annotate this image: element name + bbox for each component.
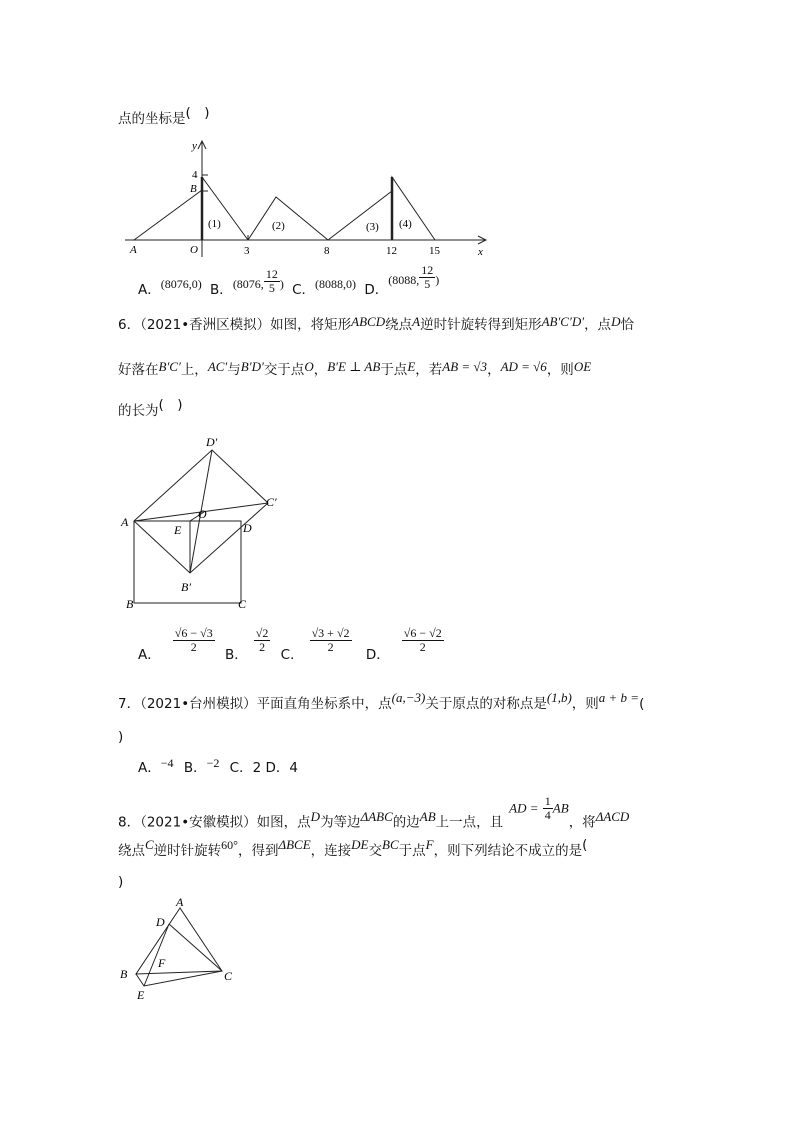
x-tick-label-12: 12 — [386, 245, 397, 257]
option-label: C． — [292, 281, 316, 298]
q7-answer-paren-open: ( — [639, 696, 645, 712]
q6-text: ， — [313, 362, 328, 378]
q8-text: ，则下列结论不成立的是 — [433, 843, 583, 859]
triangle-3 — [328, 191, 392, 240]
q6-math: B′C′ — [158, 359, 181, 374]
fraction-denominator: 2 — [419, 640, 426, 654]
q8-math: AB — [552, 800, 569, 816]
option-fraction — [310, 627, 352, 654]
fraction-denominator: 5 — [268, 281, 275, 295]
q7-math: (a,−3) — [391, 690, 426, 705]
fraction-numerator: √6 − √2 — [403, 626, 442, 640]
q7-option-b[interactable] — [183, 756, 220, 776]
option-value-pre: (8076, — [232, 276, 264, 291]
triangle-4 — [392, 177, 435, 240]
q7-option-c[interactable] — [230, 760, 262, 776]
q6-text: ， — [487, 362, 501, 378]
q6-text: 好落在 — [118, 362, 159, 378]
q6-option-c[interactable] — [280, 626, 352, 663]
fraction-denominator: 4 — [544, 808, 551, 822]
q6-math: E — [407, 359, 416, 374]
q5-options — [138, 263, 440, 303]
q6-text: 恰 — [620, 317, 634, 333]
q8-stem-line-2 — [118, 837, 588, 860]
label-o: O — [198, 507, 207, 521]
option-label: D． — [364, 281, 389, 298]
q6-text: 绕点 — [385, 317, 413, 333]
q6-stem-line-2 — [118, 361, 591, 379]
label-c-prime: C′ — [266, 495, 277, 509]
option-value-post: ) — [435, 272, 440, 287]
option-value: −4 — [160, 756, 174, 770]
q5-stem-tail — [118, 105, 210, 128]
q6-math: D — [611, 314, 621, 329]
triangle-2 — [248, 197, 328, 240]
label-e: E — [174, 523, 182, 537]
point-b-label: B — [190, 183, 197, 195]
q5-stem-text: 点的坐标是 — [118, 111, 186, 127]
label-b: B — [126, 597, 134, 611]
option-value: 2 — [252, 760, 262, 776]
q7-answer-paren-close: ) — [118, 729, 124, 745]
q5-coordinate-graph — [120, 135, 500, 260]
x-tick-label-3: 3 — [244, 245, 250, 257]
q7-math: a + b = — [598, 690, 640, 705]
triangle-abc — [136, 908, 222, 974]
label-b: B — [120, 967, 128, 981]
q6-math: A — [412, 314, 421, 329]
q5-option-d[interactable] — [364, 263, 440, 298]
q8-answer-paren-close: ) — [118, 874, 124, 890]
option-value: 4 — [289, 760, 298, 776]
q6-math: AB′C′D′ — [541, 314, 585, 329]
q8-math: D — [310, 808, 321, 824]
q6-math: ABCD — [351, 314, 386, 329]
q6-text: 于点 — [380, 362, 408, 378]
q6-math: B′D′ — [240, 359, 264, 374]
q8-triangle-figure — [116, 894, 246, 1004]
q7-text: ，则 — [571, 696, 599, 712]
q6-text: 的长为 — [118, 403, 159, 419]
fraction-numerator: 12 — [421, 263, 434, 277]
q7-option-d[interactable] — [266, 760, 299, 776]
label-a: A — [176, 895, 184, 909]
q6-text: 逆时针旋转得到矩形 — [420, 317, 542, 333]
q8-text: 8．（2021•安徽模拟）如图，点 — [118, 814, 311, 831]
q6-text: 交于点 — [263, 362, 305, 378]
label-e: E — [137, 988, 145, 1002]
q8-math: F — [425, 837, 434, 852]
q6-text: ，点 — [584, 317, 612, 333]
region-label-4: (4) — [399, 218, 412, 230]
label-b-prime: B′ — [181, 580, 191, 594]
q8-math: C — [145, 837, 154, 852]
q8-text: 为等边 — [320, 814, 361, 831]
q8-text: 的边 — [392, 814, 420, 831]
q6-math: OE — [573, 359, 592, 374]
q6-math: AC′ — [207, 359, 228, 374]
y-label-4: 4 — [192, 169, 198, 181]
q7-math: (1,b) — [546, 690, 572, 705]
q7-option-a[interactable] — [138, 756, 174, 776]
q7-text: 7．（2021•台州模拟）平面直角坐标系中，点 — [118, 696, 392, 712]
fraction-denominator: 2 — [259, 640, 266, 654]
q8-ad-expression — [509, 795, 569, 822]
option-label: B． — [183, 760, 207, 776]
q6-text: 与 — [227, 362, 241, 378]
q6-stem-line-3 — [118, 397, 183, 420]
q8-text: ，连接 — [310, 843, 352, 859]
q6-math: AD = √6 — [500, 359, 547, 374]
option-fraction — [419, 264, 435, 291]
q8-math: AD = — [509, 800, 539, 816]
fraction-numerator: √3 + √2 — [311, 626, 350, 640]
option-value-post: ) — [279, 276, 284, 291]
option-fraction — [264, 268, 280, 295]
region-label-1: (1) — [208, 218, 221, 230]
q6-text: 6．（2021•香洲区模拟）如图，将矩形 — [118, 317, 352, 333]
q6-math: B′E ⊥ AB — [327, 359, 381, 374]
label-f: F — [158, 956, 166, 970]
q8-fraction — [543, 795, 553, 822]
fraction-denominator: 2 — [327, 640, 334, 654]
q7-stem-line-2 — [118, 728, 123, 746]
q6-text: 上， — [180, 362, 208, 378]
q6-options — [138, 626, 444, 663]
q8-stem-line-3 — [118, 873, 123, 891]
q5-answer-paren: ( ) — [185, 105, 210, 121]
option-value: −2 — [206, 756, 220, 770]
q6-text: ，若 — [415, 362, 443, 378]
q6-rotation-figure — [118, 428, 298, 618]
q8-math: ΔABC — [360, 808, 393, 824]
q6-option-d[interactable] — [365, 626, 444, 663]
fraction-numerator: 12 — [265, 267, 278, 281]
origin-label: O — [190, 244, 198, 256]
q6-option-b[interactable] — [225, 626, 270, 663]
q8-stem-line-1 — [118, 794, 630, 836]
fraction-denominator: 5 — [424, 277, 431, 291]
q6-stem-line-1 — [118, 316, 634, 334]
x-axis-label: x — [478, 246, 483, 258]
label-c: C — [238, 597, 247, 611]
q8-text: 于点 — [398, 843, 426, 859]
q6-math: AB = √3 — [442, 359, 488, 374]
option-label: C． — [229, 760, 253, 776]
q6-math: O — [304, 359, 314, 374]
q5-option-c[interactable] — [292, 276, 357, 298]
q6-text: ，则 — [546, 362, 574, 378]
option-value: (8076,0) — [160, 276, 202, 291]
q8-math: 60° — [221, 838, 238, 852]
q6-option-a[interactable] — [138, 626, 215, 663]
option-label: A． — [138, 646, 161, 663]
fraction-numerator: 1 — [544, 794, 551, 808]
q8-text: ，将 — [568, 814, 596, 831]
q8-text: 绕点 — [118, 843, 145, 859]
q5-option-b[interactable] — [210, 267, 284, 298]
region-label-2: (2) — [272, 220, 285, 232]
option-fraction — [254, 627, 271, 654]
q8-text: 逆时针旋转 — [153, 843, 222, 859]
x-tick-label-8: 8 — [324, 245, 330, 257]
option-label: A． — [138, 760, 161, 776]
option-fraction — [402, 627, 444, 654]
q7-stem-line-1 — [118, 690, 645, 713]
region-label-3: (3) — [366, 221, 379, 233]
label-c: C — [224, 969, 233, 983]
segment-de — [144, 924, 169, 986]
option-label: D． — [265, 760, 290, 776]
fraction-numerator: √6 − √3 — [174, 626, 213, 640]
q8-math: BC — [382, 837, 399, 852]
q8-math: ΔACD — [595, 808, 630, 824]
q7-text: 关于原点的对称点是 — [425, 696, 547, 712]
q7-options — [138, 756, 298, 777]
fraction-numerator: √2 — [255, 626, 269, 640]
option-value-pre: (8088, — [388, 272, 420, 287]
option-label: D． — [365, 646, 390, 663]
option-label: A． — [138, 281, 161, 298]
label-a: A — [121, 515, 129, 529]
q6-answer-paren: ( ) — [158, 397, 183, 413]
q8-answer-paren-open: ( — [582, 837, 588, 853]
option-label: B． — [225, 646, 248, 663]
label-d: D — [243, 521, 252, 535]
q5-option-a[interactable] — [138, 276, 202, 298]
option-label: C． — [280, 646, 304, 663]
q8-math: AB — [419, 808, 436, 824]
option-label: B． — [210, 281, 233, 298]
q8-text: 上一点，且 — [435, 814, 504, 831]
label-d: D — [156, 915, 165, 929]
q8-text: 交 — [368, 843, 383, 859]
q8-math: DE — [351, 837, 369, 852]
fraction-denominator: 2 — [190, 640, 197, 654]
q8-math: ΔBCE — [278, 837, 311, 852]
x-tick-label-15: 15 — [429, 245, 440, 257]
q8-text: ，得到 — [237, 843, 279, 859]
option-value: (8088,0) — [315, 276, 357, 291]
y-axis-label: y — [192, 140, 197, 152]
point-a-label: A — [130, 244, 137, 256]
option-fraction — [173, 627, 215, 654]
label-d-prime: D′ — [206, 435, 218, 449]
